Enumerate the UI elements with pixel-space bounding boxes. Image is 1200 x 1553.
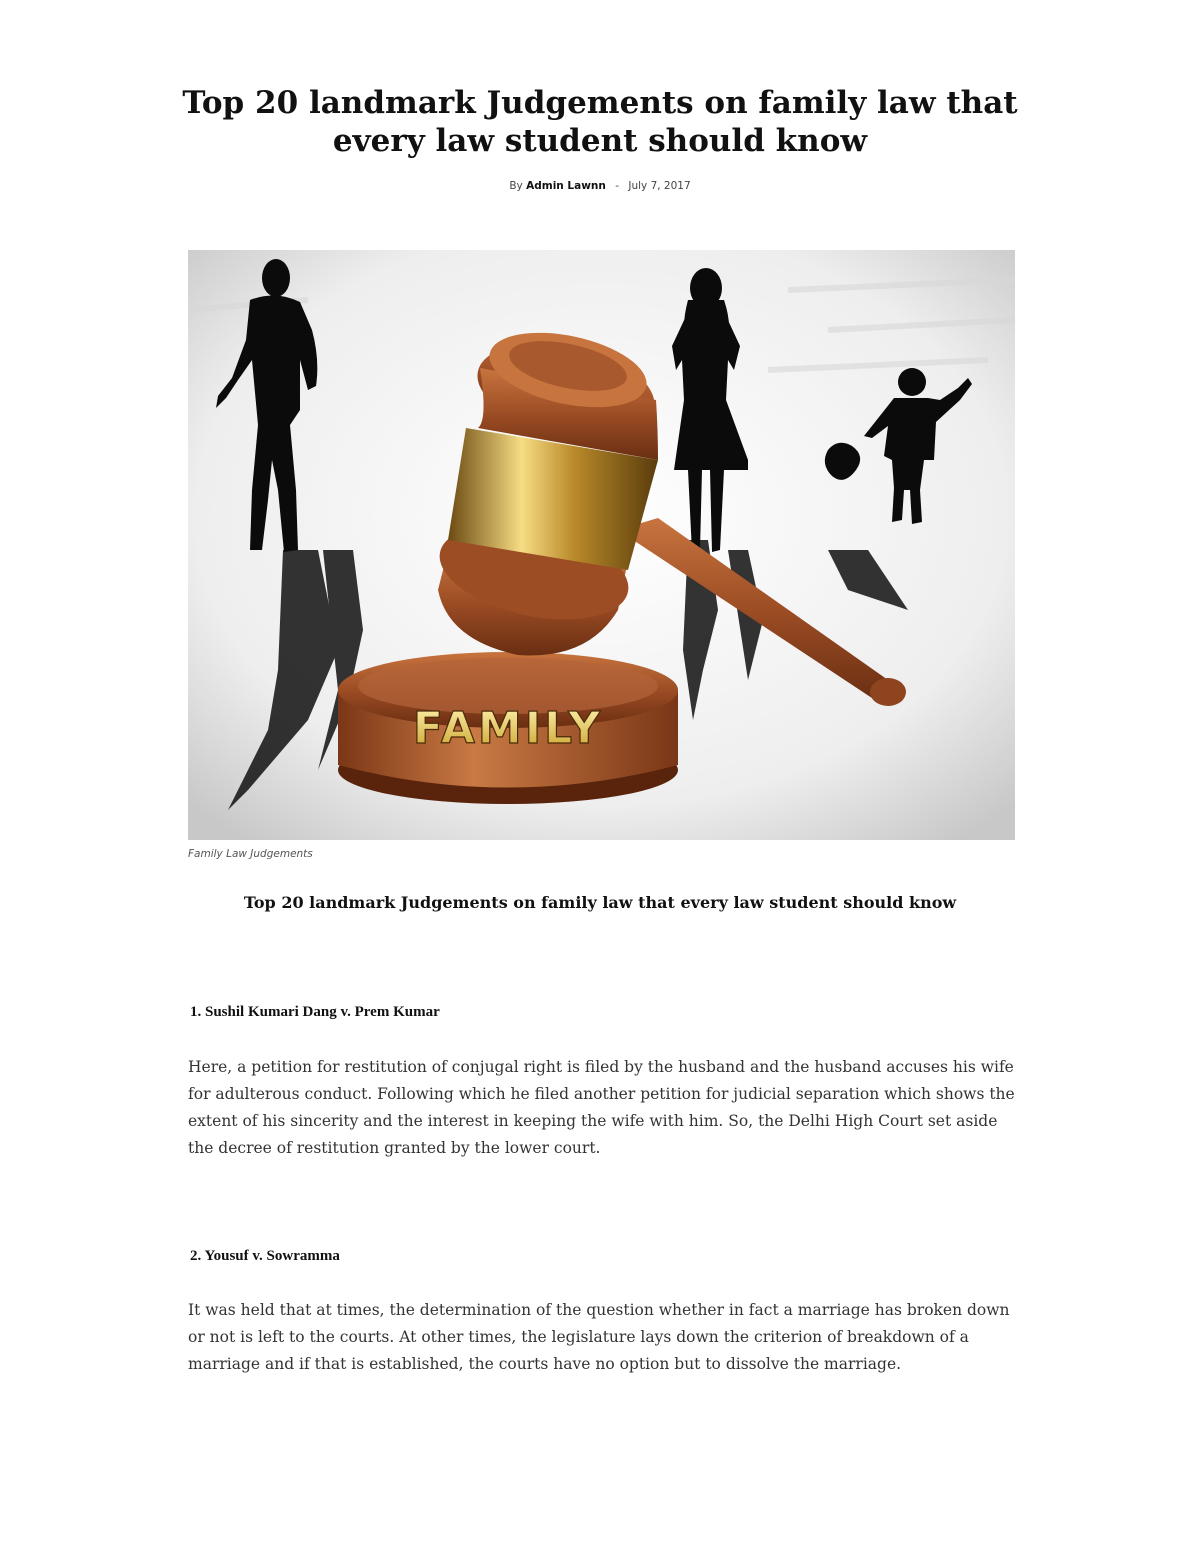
case-body-2: It was held that at times, the determination of the question whether in fact a marriage has broken down or not is left to the courts. At other times, the legislature lays down the criterion of breakdown of a marriage and if that is established, the courts have no option but to dissolve the marriage. (188, 1301, 1010, 1373)
case-body-1: Here, a petition for restitution of conjugal right is filed by the husband and the husband accuses his wife for adulterous conduct. Following which he filed another petition for judicial separation which shows the extent of his sincerity and the interest in keeping the wife with him. So, the Delhi High Court set aside the decree of restitution granted by the lower court. (188, 1058, 1015, 1157)
page-title: Top 20 landmark Judgements on family law that every law student should know (182, 85, 1018, 159)
case-heading-2: 2. Yousuf v. Sowramma (190, 1248, 340, 1264)
byline-separator: - (615, 180, 619, 192)
author-link[interactable]: Admin Lawnn (526, 180, 606, 192)
article-subheading: Top 20 landmark Judgements on family law that every law student should know (243, 893, 957, 912)
plaque-text: FAMILY (412, 703, 604, 754)
byline-by-label: By (509, 180, 523, 192)
case-heading-1: 1. Sushil Kumari Dang v. Prem Kumar (190, 1004, 440, 1020)
sound-block (338, 652, 678, 804)
family-gavel-illustration (188, 250, 1015, 840)
byline (0, 180, 1200, 192)
publish-date: July 7, 2017 (628, 180, 691, 192)
image-caption: Family Law Judgements (188, 848, 313, 860)
hero-image (188, 250, 1015, 840)
